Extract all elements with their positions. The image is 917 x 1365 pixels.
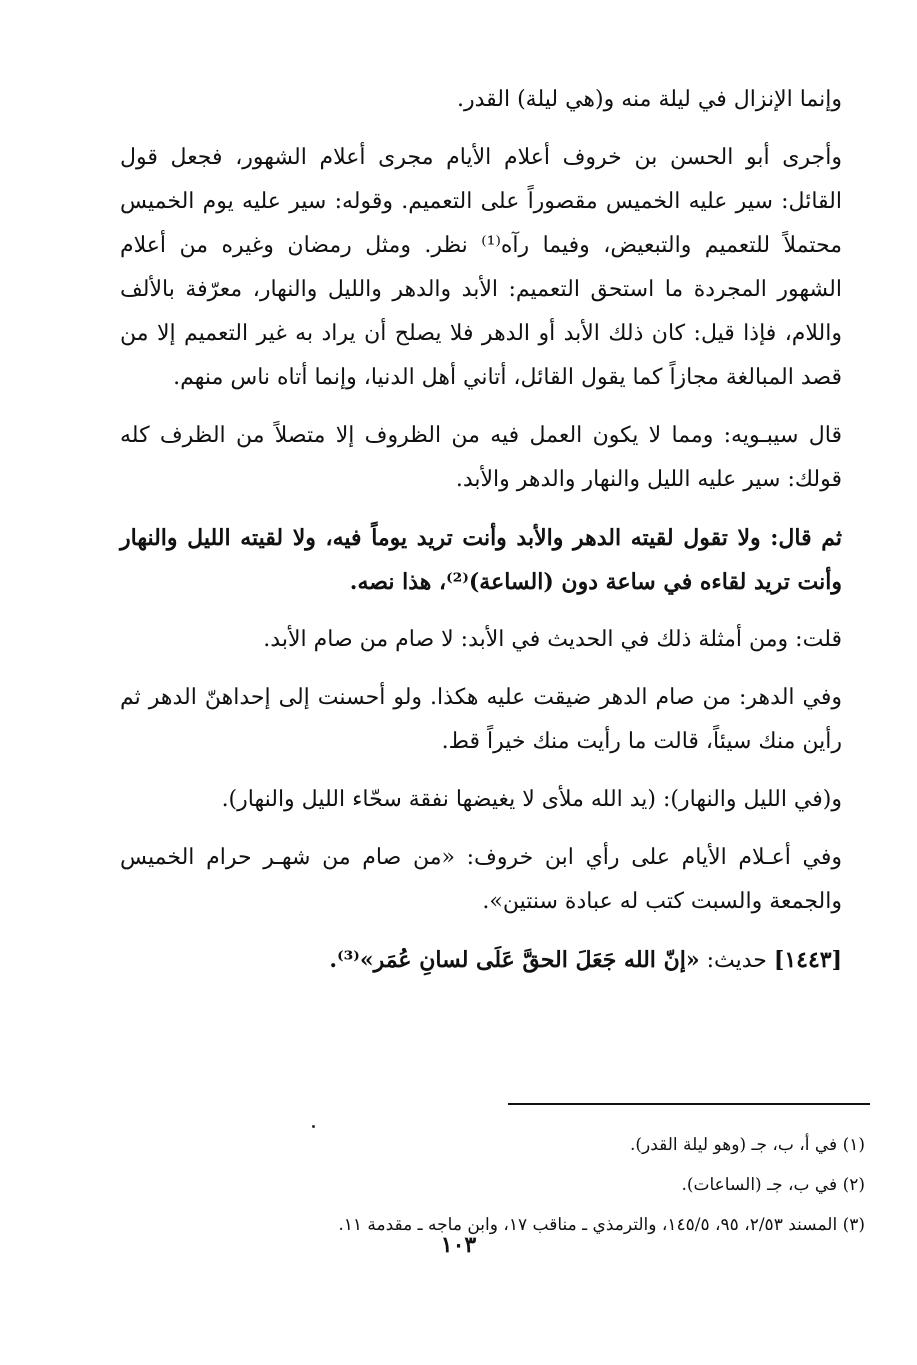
main-text [120, 78, 842, 997]
hadith-number: [١٤٤٣] [773, 947, 842, 973]
paragraph-4: ثم قال: ولا تقول لقيته الدهر والأبد وأنت تريد يوماً فيه، ولا لقيته الليل والنهار وأنت تريد لقاءه في ساعة دون (الساعة)⁽²⁾، هذا نصه. [120, 525, 842, 595]
page-number: ١٠٣ [440, 1232, 477, 1258]
paragraph-2: وأجرى أبو الحسن بن خروف أعلام الأيام مجرى أعلام الشهور، فجعل قول القائل: سير عليه الخميس مقصوراً على التعميم. وقوله: سير عليه يوم الخميس محتملاً للتعميم والتبعيض، وفيما رآه⁽¹⁾ نظر. ومثل رمضان وغيره من أعلام الشهور المجردة ما استحق التعميم: الأبد والدهر والليل والنهار، معرّفة بالألف واللام، فإذا قيل: كان ذلك الأبد أو الدهر فلا يصلح أن يراد به غير التعميم إلا من قصد المبالغة مجازاً كما يقول القائل، أتاني أهل الدنيا، وإنما أتاه ناس منهم. [120, 145, 842, 390]
paragraph-7: و(في الليل والنهار): (يد الله ملأى لا يغيضها نفقة سحّاء الليل والنهار). [221, 787, 842, 812]
paragraph-6: وفي الدهر: من صام الدهر ضيقت عليه هكذا. ولو أحسنت إلى إحداهنّ الدهر ثم رأين منك سيئاً، قالت ما رأيت منك خيراً قط. [120, 685, 842, 754]
hadith-entry [120, 938, 842, 983]
hadith-label: حديث: [706, 948, 767, 973]
paragraph-8: وفي أعـلام الأيام على رأي ابن خروف: «من صام من شهـر حرام الخميس والجمعة والسبت كتب له عبادة سنتين». [120, 845, 842, 914]
footnote-3: (٣) المسند ٢/٥٣، ٩٥، ١٤٥/٥، والترمذي ـ مناقب ١٧، وابن ماجه ـ مقدمة ١١. [338, 1215, 865, 1235]
footnotes [120, 1125, 865, 1245]
paragraph-5: قلت: ومن أمثلة ذلك في الحديث في الأبد: لا صام من صام الأبد. [263, 627, 842, 652]
hadith-text: «إنّ الله جَعَلَ الحقَّ عَلَى لسانِ عُمَر»⁽³⁾. [329, 947, 700, 973]
footnote-1: (١) في أ، ب، جـ (وهو ليلة القدر). [629, 1135, 865, 1155]
footnote-divider [508, 1103, 870, 1105]
paragraph-3: قال سيبـويه: ومما لا يكون العمل فيه من الظروف إلا متصلاً من الظرف كله قولك: سير عليه الليل والنهار والدهر والأبد. [120, 423, 842, 492]
footnote-2: (٢) في ب، جـ (الساعات). [681, 1175, 865, 1195]
paragraph-1: وإنما الإنزال في ليلة منه و(هي ليلة) القدر. [457, 87, 842, 112]
